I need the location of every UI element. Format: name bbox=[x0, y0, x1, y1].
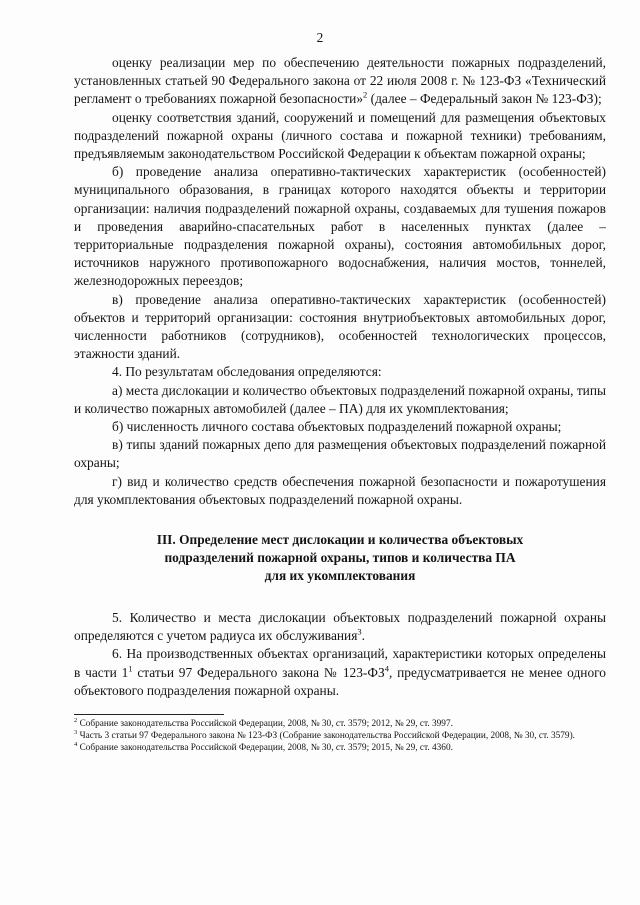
paragraph-top-8: г) вид и количество средств обеспечения пожарной безопасности и пожаротушения для укомплектования объектовых подразделений пожарной охраны. bbox=[74, 473, 606, 507]
footnote-divider bbox=[74, 714, 224, 715]
footnotes bbox=[74, 714, 606, 754]
section-heading-line: подразделений пожарной охраны, типов и количества ПА bbox=[164, 550, 516, 566]
paragraph-top-6: б) численность личного состава объектовых подразделений пожарной охраны; bbox=[112, 419, 562, 435]
section-heading-line: III. Определение мест дислокации и количества объектовых bbox=[156, 532, 524, 548]
footnote-4: $^4$ Собрание законодательства Российской Федерации, 2008, № 30, ст. 3579; 2015, № 29, ст. 4360. bbox=[74, 741, 453, 754]
section-heading-line: для их укомплектования bbox=[264, 568, 416, 584]
paragraph-top-0: оценку реализации мер по обеспечению деятельности пожарных подразделений, установленных статьей 90 Федерального закона от 22 июля 2008 г. № 123-ФЗ «Технический регламент о требованиях пожарной безопасности»$^2$ (далее – Федеральный закон № 123-ФЗ); bbox=[74, 55, 606, 107]
section-heading bbox=[74, 531, 606, 585]
paragraph-top-1: оценку соответствия зданий, сооружений и помещений для размещения объектовых подразделений пожарной охраны (личного состава и пожарной техники) требованиям, предъявляемым законодательством Российской Федерации к объектам пожарной охраны; bbox=[74, 109, 606, 162]
superscript: 1 bbox=[128, 663, 133, 674]
paragraph-top-3: в) проведение анализа оперативно-тактических характеристик (особенностей) объектов и территорий организации: состояния внутриобъектовых автомобильных дорог, численности работников (сотрудников), особенностей технологических процессов, этажности зданий. bbox=[74, 291, 606, 362]
footnote-ref: 2 bbox=[363, 89, 368, 100]
footnote-ref: 4 bbox=[384, 663, 389, 674]
paragraph-top-2: б) проведение анализа оперативно-тактических характеристик (особенностей) муниципального образования, в границах которого находятся объекты и территории организации: наличия подразделений пожарной охраны, создаваемых для тушения пожаров и проведения аварийно-спасательных работ в населенных пунктах (далее – территориальные подразделения пожарной охраны), состояния автомобильных дорог, источников наружного противопожарного водоснабжения, наличия мостов, тоннелей, железнодорожных переездов; bbox=[74, 164, 606, 289]
paragraph-top-4: 4. По результатам обследования определяются: bbox=[112, 364, 382, 380]
footnote-2: $^2$ Собрание законодательства Российской Федерации, 2008, № 30, ст. 3579; 2012, № 29, ст. 3997. bbox=[74, 717, 453, 730]
document-body bbox=[74, 54, 606, 754]
paragraph-top-7: в) типы зданий пожарных депо для размещения объектовых подразделений пожарной охраны; bbox=[74, 437, 606, 471]
page-number: 2 bbox=[316, 30, 324, 45]
footnote-3: $^3$ Часть 3 статьи 97 Федерального закона № 123-ФЗ (Собрание законодательства Российской Федерации, 2008, № 30, ст. 3579). bbox=[74, 729, 575, 742]
paragraph-bottom-0: 5. Количество и места дислокации объектовых подразделений пожарной охраны определяются с учетом радиуса их обслуживания$^3$. bbox=[74, 610, 606, 644]
footnote-ref: 3 bbox=[357, 626, 362, 637]
paragraph-top-5: а) места дислокации и количество объектовых подразделений пожарной охраны, типы и количество пожарных автомобилей (далее – ПА) для их укомплектования; bbox=[74, 382, 606, 416]
paragraph-bottom-1: 6. На производственных объектах организаций, характеристики которых определены в части $1^1$ статьи 97 Федерального закона № $123-ФЗ^4$, предусматривается не менее одного объектового подразделения пожарной охраны. bbox=[74, 646, 606, 698]
